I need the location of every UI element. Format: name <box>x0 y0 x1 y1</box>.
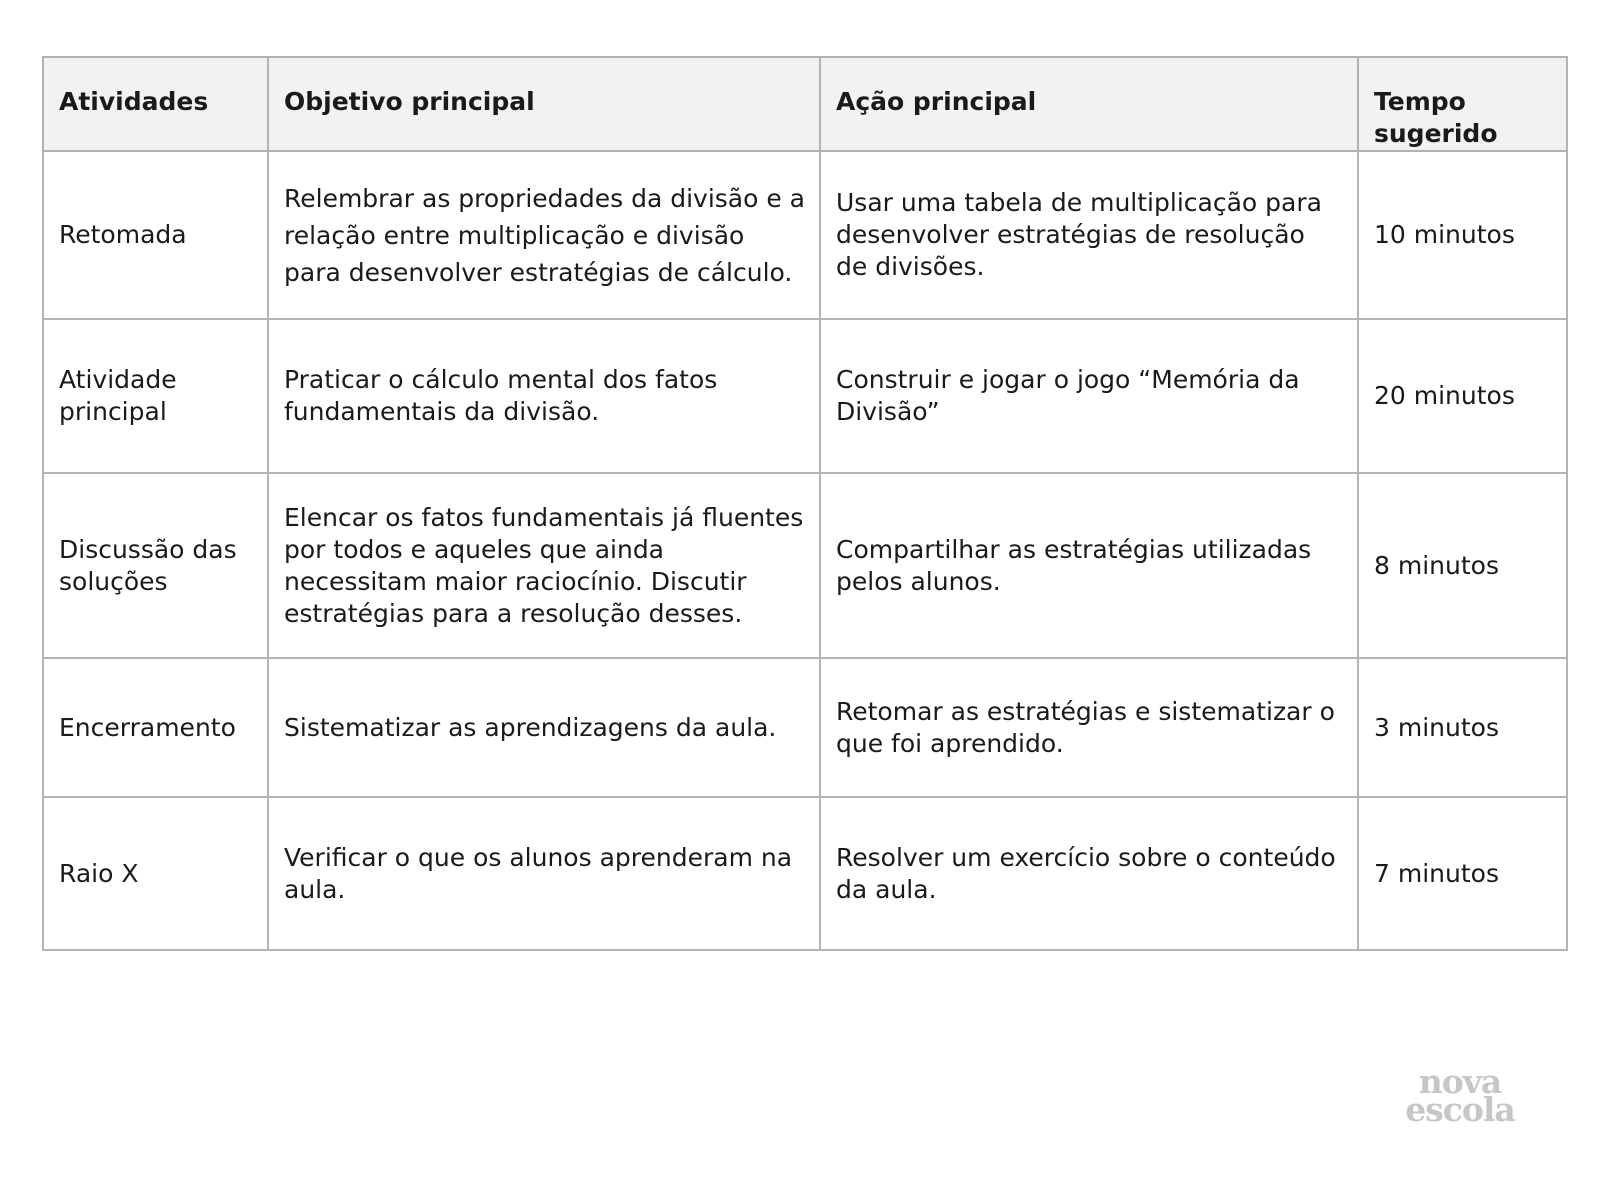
cell-action: Usar uma tabela de multiplicação para desenvolver estratégias de resolução de divisões. <box>820 151 1358 319</box>
table-row <box>43 473 1567 658</box>
lesson-plan-table <box>42 56 1568 951</box>
cell-action: Compartilhar as estratégias utilizadas pelos alunos. <box>820 473 1358 658</box>
cell-time: 8 minutos <box>1358 473 1567 658</box>
cell-time: 10 minutos <box>1358 151 1567 319</box>
table-row <box>43 797 1567 950</box>
cell-activity: Atividade principal <box>43 319 268 473</box>
cell-action: Retomar as estratégias e sistematizar o que foi aprendido. <box>820 658 1358 797</box>
table-row <box>43 658 1567 797</box>
cell-activity: Retomada <box>43 151 268 319</box>
table-row <box>43 151 1567 319</box>
header-time: Tempo sugerido <box>1358 57 1567 151</box>
header-objective: Objetivo principal <box>268 57 820 151</box>
cell-objective: Elencar os fatos fundamentais já fluentes por todos e aqueles que ainda necessitam maior raciocínio. Discutir estratégias para a resolução desses. <box>268 473 820 658</box>
table-row <box>43 319 1567 473</box>
cell-action: Construir e jogar o jogo “Memória da Divisão” <box>820 319 1358 473</box>
table-header-row <box>43 57 1567 151</box>
cell-action: Resolver um exercício sobre o conteúdo da aula. <box>820 797 1358 950</box>
cell-activity: Discussão das soluções <box>43 473 268 658</box>
cell-activity: Encerramento <box>43 658 268 797</box>
header-action: Ação principal <box>820 57 1358 151</box>
logo-line-nova: nova <box>1418 1062 1502 1101</box>
cell-objective: Relembrar as propriedades da divisão e a relação entre multiplicação e divisão para desenvolver estratégias de cálculo. <box>268 151 820 319</box>
logo-line-escola: escola <box>1405 1090 1515 1129</box>
header-activities: Atividades <box>43 57 268 151</box>
cell-time: 3 minutos <box>1358 658 1567 797</box>
cell-objective: Praticar o cálculo mental dos fatos fundamentais da divisão. <box>268 319 820 473</box>
cell-time: 7 minutos <box>1358 797 1567 950</box>
nova-escola-logo <box>1390 1062 1530 1129</box>
cell-time: 20 minutos <box>1358 319 1567 473</box>
cell-objective: Sistematizar as aprendizagens da aula. <box>268 658 820 797</box>
cell-activity: Raio X <box>43 797 268 950</box>
cell-objective: Verificar o que os alunos aprenderam na aula. <box>268 797 820 950</box>
